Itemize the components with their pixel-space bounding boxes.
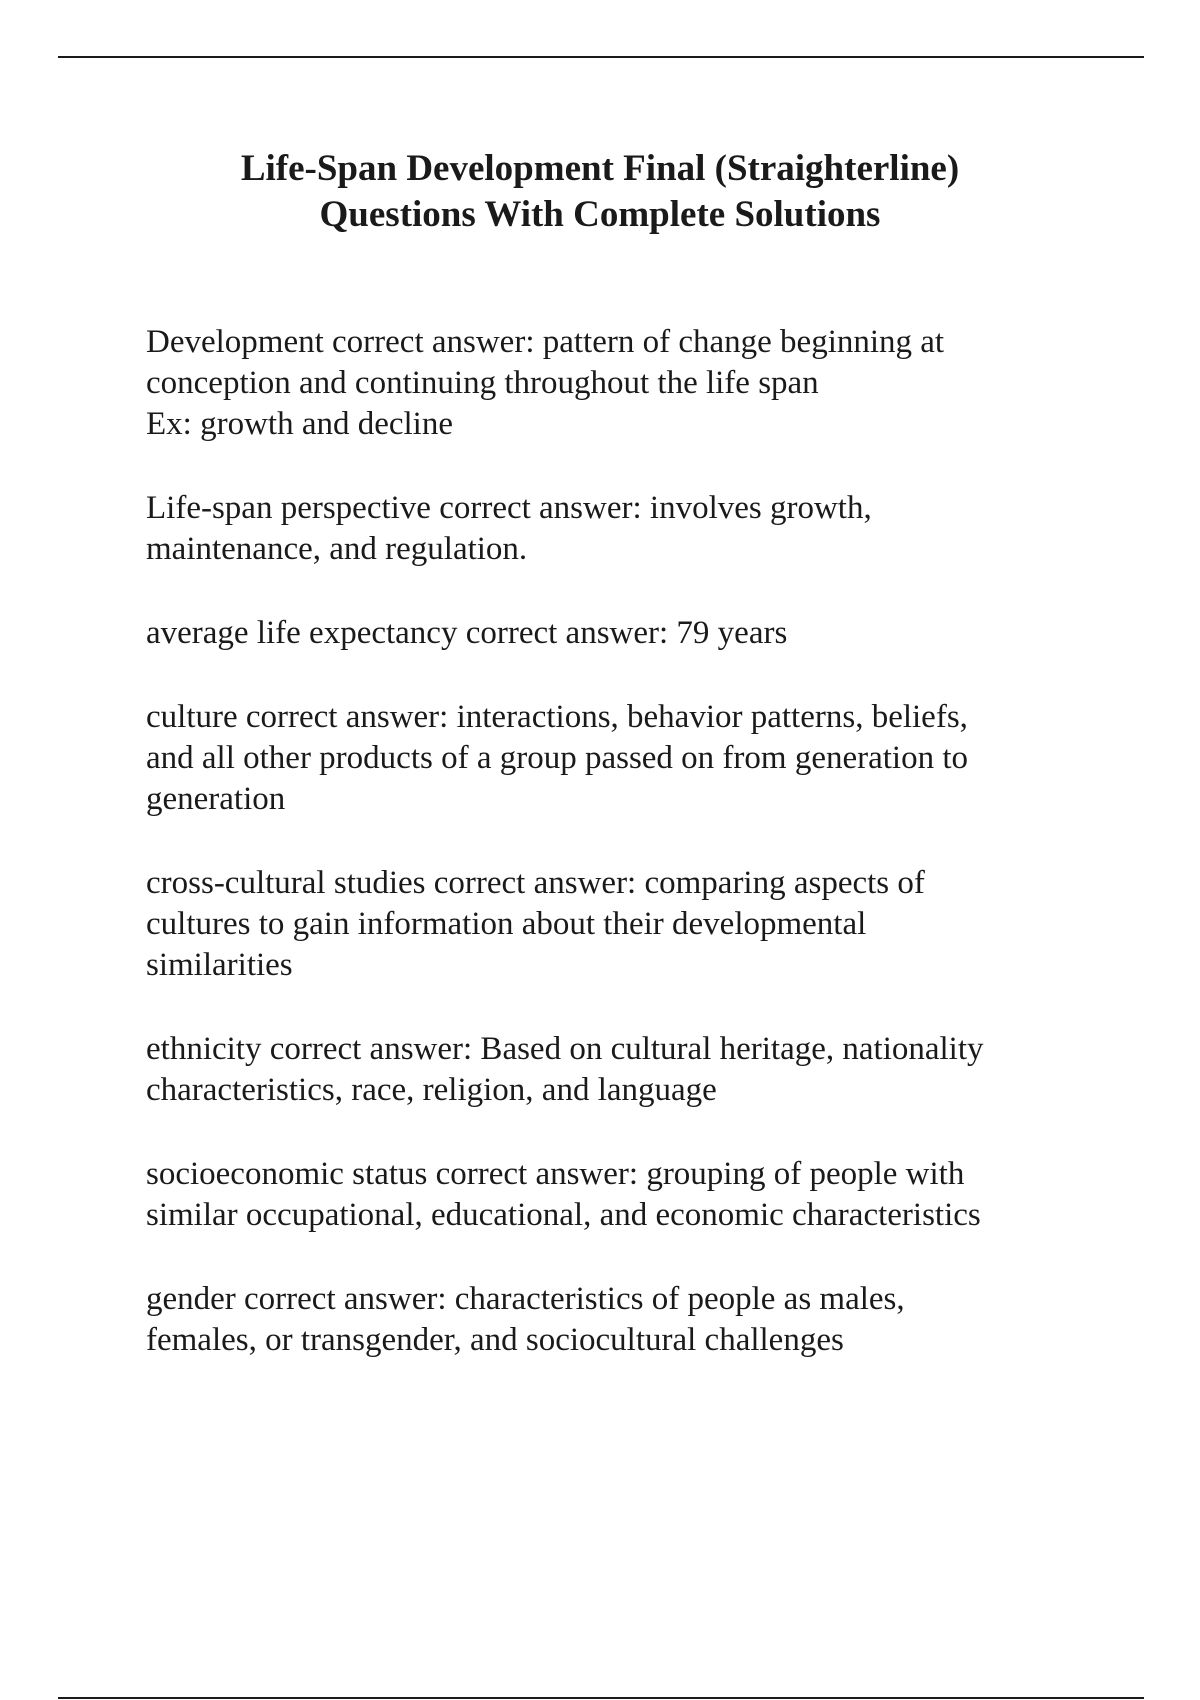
entry-line: ethnicity correct answer: Based on cultural heritage, nationality — [146, 1031, 984, 1067]
entry-line: females, or transgender, and sociocultural challenges — [146, 1322, 844, 1358]
top-rule — [58, 56, 1144, 58]
qa-entry-culture — [146, 697, 1106, 820]
qa-entry-life-expectancy — [146, 613, 1106, 654]
qa-entry-life-span-perspective — [146, 488, 1106, 570]
entry-line: socioeconomic status correct answer: grouping of people with — [146, 1156, 965, 1192]
qa-entry-gender — [146, 1279, 1106, 1361]
entry-line: average life expectancy correct answer: 79 years — [146, 615, 788, 651]
entry-line: conception and continuing throughout the life span — [146, 365, 819, 401]
title-line-1: Life-Span Development Final (Straighterline) — [240, 148, 960, 189]
entry-line: cross-cultural studies correct answer: comparing aspects of — [146, 865, 925, 901]
entry-line: cultures to gain information about their developmental — [146, 906, 867, 942]
entry-line: characteristics, race, religion, and language — [146, 1072, 717, 1108]
qa-entry-development — [146, 322, 1106, 445]
entry-line: gender correct answer: characteristics of people as males, — [146, 1281, 905, 1317]
entry-line: similar occupational, educational, and economic characteristics — [146, 1197, 981, 1233]
qa-entry-cross-cultural — [146, 863, 1106, 986]
title-line-2: Questions With Complete Solutions — [319, 194, 881, 235]
entry-line: Development correct answer: pattern of change beginning at — [146, 324, 945, 360]
entry-line: generation — [146, 781, 286, 817]
qa-entry-ethnicity — [146, 1029, 1106, 1111]
qa-list — [146, 322, 1106, 1404]
entry-line: culture correct answer: interactions, behavior patterns, beliefs, — [146, 699, 968, 735]
entry-line: and all other products of a group passed on from generation to — [146, 740, 969, 776]
entry-line: maintenance, and regulation. — [146, 531, 528, 567]
entry-line: Life-span perspective correct answer: involves growth, — [146, 490, 872, 526]
qa-entry-socioeconomic-status — [146, 1154, 1106, 1236]
entry-line: Ex: growth and decline — [146, 406, 453, 442]
page-title — [0, 146, 1200, 238]
bottom-rule — [58, 1697, 1144, 1699]
entry-line: similarities — [146, 947, 293, 983]
